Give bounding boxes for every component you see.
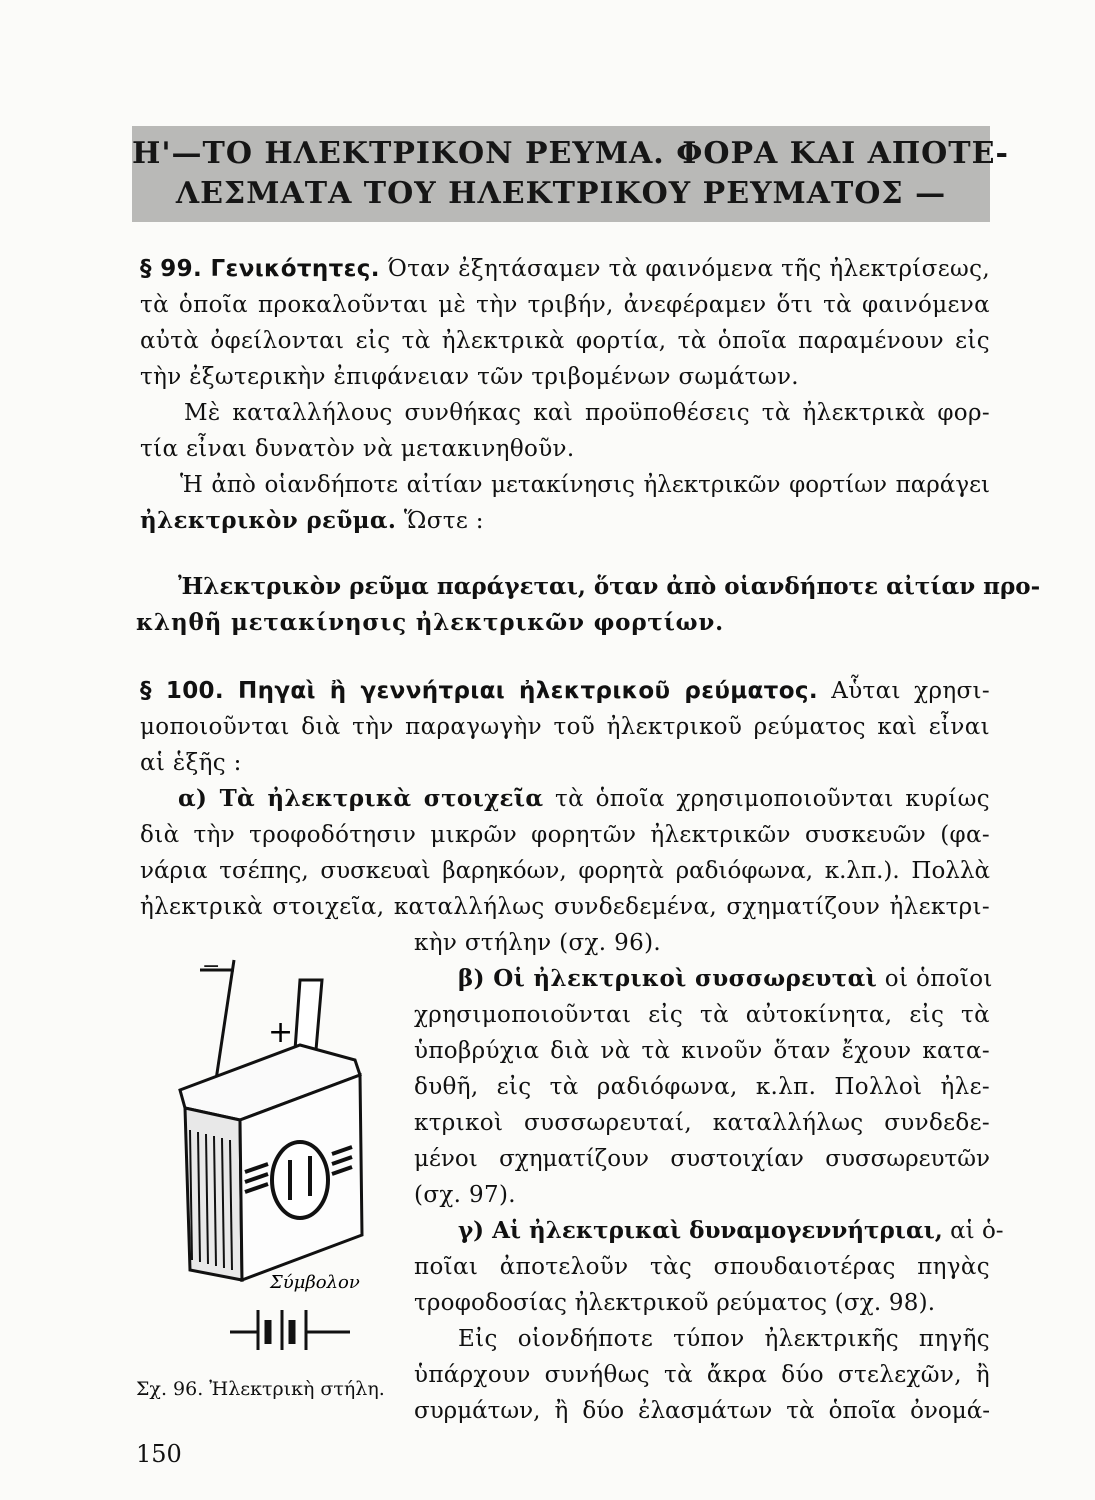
item-a-line-1: α) Τὰ ἠλεκτρικὰ στοιχεῖα τὰ ὁποῖα χρησιμοποιοῦνται κυρίως [178, 785, 990, 812]
para-d-line-2: ὑπάρχουν συνήθως τὰ ἄκρα δύο στελεχῶν, ἢ [414, 1362, 990, 1388]
chapter-title-line-2: ΛΕΣΜΑΤΑ ΤΟΥ ΗΛΕΚΤΡΙΚΟΥ ΡΕΥΜΑΤΟΣ — [175, 176, 947, 211]
item-a-line-4: ἠλεκτρικὰ στοιχεῖα, καταλλήλως συνδεδεμένα, σχηματίζουν ἠλεκτρι- [140, 894, 990, 920]
chapter-title-band [132, 126, 1009, 222]
rule-line-2: κληθῆ μετακίνησις ἠλεκτρικῶν φορτίων. [136, 609, 724, 636]
s99-line-8: ἠλεκτρικὸν ρεῦμα. Ὥστε : [140, 507, 484, 534]
s99-line-3: αὐτὰ ὀφείλονται εἰς τὰ ἠλεκτρικὰ φορτία, τὰ ὁποῖα παραμένουν εἰς [140, 328, 990, 354]
item-c-line-1: γ) Αἱ ἠλεκτρικαὶ δυναμογεννήτριαι, αἱ ὁ- [458, 1217, 1004, 1244]
battery-side [185, 1108, 242, 1280]
item-b-line-4: δυθῆ, εἰς τὰ ραδιόφωνα, κ.λπ. Πολλοὶ ἠλε- [414, 1074, 990, 1100]
section-99-heading: § 99. Γενικότητες. [140, 256, 380, 282]
rule-line-1: Ἠλεκτρικὸν ρεῦμα παράγεται, ὅταν ἀπὸ οἱανδήποτε αἰτίαν προ- [178, 573, 1041, 600]
battery-illustration [150, 950, 390, 1350]
s99-line-4: τὴν ἐξωτερικὴν ἐπιφάνειαν τῶν τριβομένων σωμάτων. [140, 364, 799, 390]
item-b-line-6: μένοι σχηματίζουν συστοιχίαν συσσωρευτῶν [414, 1146, 990, 1172]
term-electric-current: ἠλεκτρικὸν ρεῦμα. [140, 507, 397, 534]
figure-96-battery [150, 950, 390, 1350]
s99-line-5: Μὲ καταλλήλους συνθήκας καὶ προϋποθέσεις τὰ ἠλεκτρικὰ φορ- [184, 400, 990, 426]
item-b-line-2: χρησιμοποιοῦνται εἰς τὰ αὐτοκίνητα, εἰς τὰ [414, 1002, 990, 1028]
para-d-line-1: Εἰς οἱονδήποτε τύπον ἠλεκτρικῆς πηγῆς [458, 1326, 990, 1352]
item-c-line-2: ποῖαι ἀποτελοῦν τὰς σπουδαιοτέρας πηγὰς [414, 1254, 990, 1280]
chapter-title-line-1: Η'—ΤΟ ΗΛΕΚΤΡΙΚΟΝ ΡΕΥΜΑ. ΦΟΡΑ ΚΑΙ ΑΠΟΤΕ- [132, 136, 1009, 171]
s99-line-7: Ἡ ἀπὸ οἱανδήποτε αἰτίαν μετακίνησις ἠλεκτρικῶν φορτίων παράγει [180, 472, 990, 498]
item-a-line-5: κὴν στήλην (σχ. 96). [414, 930, 662, 956]
item-a-line-2: διὰ τὴν τροφοδότησιν μικρῶν φορητῶν ἠλεκτρικῶν συσκευῶν (φα- [140, 822, 990, 848]
s99-text: Όταν ἐξητάσαμεν τὰ φαινόμενα τῆς ἠλεκτρίσεως, [387, 256, 990, 282]
item-b-line-3: ὑποβρύχια διὰ νὰ τὰ κινοῦν ὅταν ἔχουν κατα- [414, 1038, 990, 1064]
s100-line-3: αἱ ἑξῆς : [140, 750, 242, 776]
section-100-heading: § 100. Πηγαὶ ἢ γεννήτριαι ἠλεκτρικοῦ ρεύματος. [140, 678, 818, 704]
figure-96-caption: Σχ. 96. Ἠλεκτρικὴ στήλη. [136, 1378, 385, 1400]
para-d-line-3: συρμάτων, ἢ δύο ἐλασμάτων τὰ ὁποῖα ὀνομά- [414, 1398, 990, 1424]
item-b-line-1: β) Οἱ ἠλεκτρικοὶ συσσωρευταὶ οἱ ὁποῖοι [458, 965, 993, 992]
s99-line-1 [140, 254, 990, 284]
s100-line-2: μοποιοῦνται διὰ τὴν παραγωγὴν τοῦ ἠλεκτρικοῦ ρεύματος καὶ εἶναι [140, 714, 990, 740]
minus-sign: − [202, 954, 221, 979]
s99-line-2: τὰ ὁποῖα προκαλοῦνται μὲ τὴν τριβήν, ἀνεφέραμεν ὅτι τὰ φαινόμενα [140, 292, 990, 318]
battery-emblem [272, 1142, 328, 1218]
item-c-line-3: τροφοδοσίας ἠλεκτρικοῦ ρεύματος (σχ. 98). [414, 1290, 936, 1316]
item-b-line-5: κτρικοὶ συσσωρευταί, καταλλήλως συνδεδε- [414, 1110, 990, 1136]
battery-symbol [230, 1310, 350, 1350]
symbol-label: Σύμβολον [270, 1272, 360, 1293]
item-b-line-7: (σχ. 97). [414, 1182, 516, 1208]
s100-line-1: § 100. Πηγαὶ ἢ γεννήτριαι ἠλεκτρικοῦ ρεύματος. Αὗται χρησι- [140, 678, 990, 704]
item-a-label: α) Τὰ ἠλεκτρικὰ στοιχεῖα [178, 785, 544, 812]
item-b-label: β) Οἱ ἠλεκτρικοὶ συσσωρευταὶ [458, 965, 878, 992]
item-a-line-3: νάρια τσέπης, συσκευαὶ βαρηκόων, φορητὰ ραδιόφωνα, κ.λπ.). Πολλὰ [140, 858, 990, 884]
plus-sign: + [268, 1015, 294, 1050]
s99-line-6: τία εἶναι δυνατὸν νὰ μετακινηθοῦν. [140, 436, 575, 462]
item-c-label: γ) Αἱ ἠλεκτρικαὶ δυναμογεννήτριαι, [458, 1217, 943, 1244]
page-number: 150 [136, 1440, 182, 1468]
